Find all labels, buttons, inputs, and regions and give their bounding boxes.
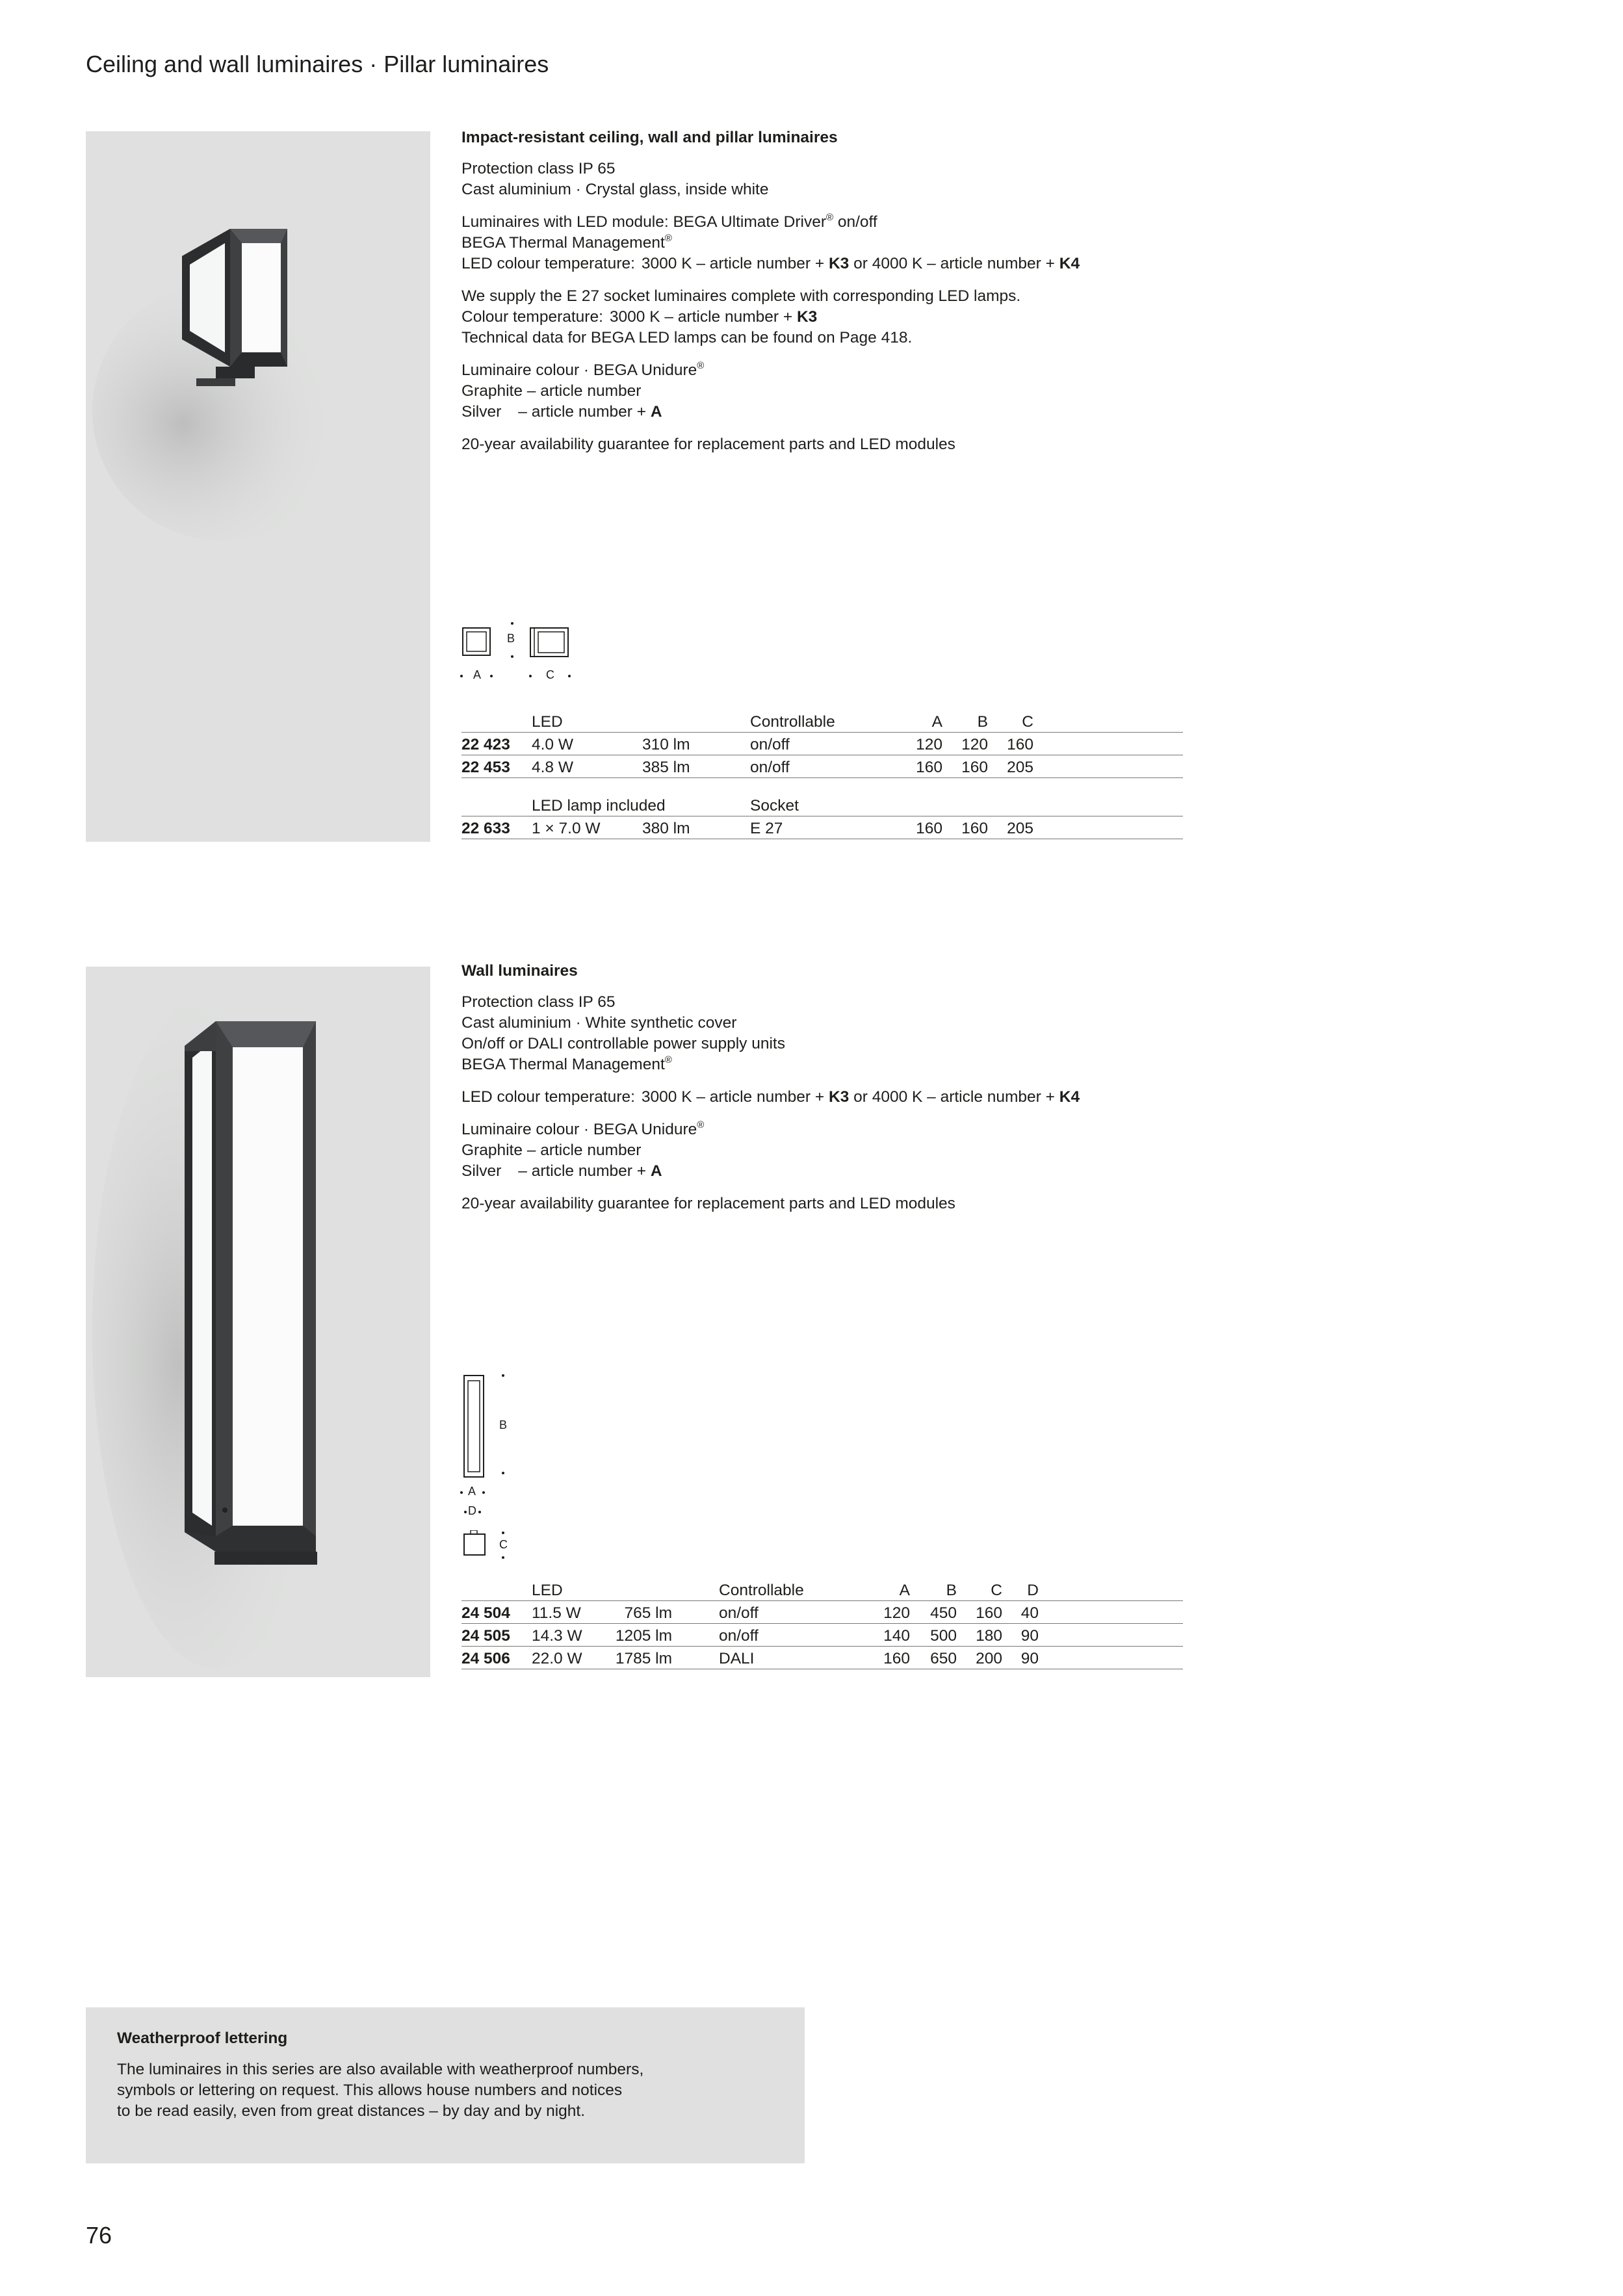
side-view-icon: [529, 627, 571, 659]
section2-spec-table: [461, 1578, 1183, 1669]
section1-k3: K3: [828, 255, 850, 272]
article-number: 22 453: [461, 755, 532, 778]
dim-d: 90: [1002, 1647, 1039, 1669]
col-controllable: Controllable: [719, 1578, 861, 1601]
product-photo-wall-luminaire: [86, 967, 430, 1677]
section2-colour-temp-3000: 3000 K – article number +: [641, 1088, 825, 1106]
section1-spec-block: [461, 159, 1183, 200]
dim-label-d: D: [468, 1504, 476, 1517]
lumen: 1205 lm: [602, 1624, 719, 1647]
section2-colour-temp-label: LED colour temperature:: [461, 1088, 635, 1106]
table-row: [461, 755, 1183, 778]
control: DALI: [719, 1647, 861, 1669]
col-led: LED: [532, 1578, 602, 1601]
article-number: 24 504: [461, 1601, 532, 1624]
control: on/off: [719, 1601, 861, 1624]
lumen: 385 lm: [642, 755, 750, 778]
section1-driver-line: Luminaires with LED module: BEGA Ultimate Driver: [461, 213, 826, 231]
dim-c: 160: [957, 1601, 1002, 1624]
dim-label-a: A: [468, 1485, 476, 1498]
dim-c: 180: [957, 1624, 1002, 1647]
note-title: Weatherproof lettering: [117, 2029, 288, 2047]
section2-material: Cast aluminium · White synthetic cover: [461, 1014, 737, 1032]
wattage: 11.5 W: [532, 1601, 602, 1624]
section1-driver-mode: on/off: [837, 213, 877, 231]
section2-colour-block: [461, 1119, 1183, 1182]
table-row: [461, 733, 1183, 755]
section1-guarantee: 20-year availability guarantee for replacement parts and LED modules: [461, 436, 955, 453]
dim-label-c: C: [546, 668, 554, 681]
section1-colour-block: [461, 360, 1183, 423]
dim-a: 140: [861, 1624, 910, 1647]
lumen: 310 lm: [642, 733, 750, 755]
dim-b: 120: [942, 733, 988, 755]
col-led-lamp: LED lamp included: [532, 794, 750, 816]
table-header-row: [461, 1578, 1183, 1601]
dim-label-b: B: [507, 632, 515, 645]
section2-luminaire-colour: Luminaire colour · BEGA Unidure: [461, 1121, 697, 1138]
section2-colour-temp: [461, 1087, 1183, 1108]
section1-text: [461, 127, 1183, 467]
dim-label-c: C: [499, 1538, 508, 1551]
dim-a: 120: [893, 733, 942, 755]
registered-mark: ®: [697, 360, 705, 371]
wattage: 4.0 W: [532, 733, 642, 755]
section2-thermal: BEGA Thermal Management: [461, 1056, 665, 1073]
section2-guarantee: 20-year availability guarantee for replacement parts and LED modules: [461, 1195, 955, 1212]
article-number: 24 506: [461, 1647, 532, 1669]
col-led: LED: [532, 710, 642, 733]
dim-b: 500: [910, 1624, 957, 1647]
table-row: [461, 816, 1183, 839]
dim-d: 90: [1002, 1624, 1039, 1647]
section1-led-block: [461, 212, 1183, 274]
dim-b: 160: [942, 816, 988, 839]
control: on/off: [750, 755, 893, 778]
dim-a: 120: [861, 1601, 910, 1624]
dim-b: 650: [910, 1647, 957, 1669]
note-body: [117, 2059, 767, 2122]
section2-k4: K4: [1059, 1088, 1080, 1106]
section1-e27-block: [461, 286, 1183, 348]
page-title: Ceiling and wall luminaires · Pillar luminaires: [86, 51, 549, 77]
col-socket: Socket: [750, 794, 893, 816]
section1-silver-a: A: [650, 403, 662, 421]
section2-silver: Silver: [461, 1162, 502, 1180]
wattage: 1 × 7.0 W: [532, 816, 642, 839]
col-c: C: [957, 1578, 1002, 1601]
section1-spec-table: [461, 710, 1183, 839]
dim-label-a: A: [473, 668, 482, 681]
note-line: to be read easily, even from great distances – by day and by night.: [117, 2102, 585, 2120]
dim-a: 160: [861, 1647, 910, 1669]
registered-mark: ®: [664, 233, 672, 244]
section1-thermal: BEGA Thermal Management: [461, 234, 665, 252]
note-line: The luminaires in this series are also available with weatherproof numbers,: [117, 2061, 644, 2078]
section2-colour-temp-4000: or 4000 K – article number +: [853, 1088, 1055, 1106]
socket: E 27: [750, 816, 893, 839]
section2-graphite: Graphite – article number: [461, 1141, 642, 1159]
dim-d: 40: [1002, 1601, 1039, 1624]
registered-mark: ®: [664, 1054, 672, 1065]
section2-silver-article: – article number +: [518, 1162, 647, 1180]
dim-c: 160: [988, 733, 1033, 755]
col-controllable: Controllable: [750, 710, 893, 733]
lumen: 1785 lm: [602, 1647, 719, 1669]
section2-dimension-diagram: [459, 1372, 537, 1560]
col-d: D: [1002, 1578, 1039, 1601]
product-photo-cube-luminaire: [86, 131, 430, 842]
section2-k3: K3: [828, 1088, 850, 1106]
page-number: 76: [86, 2222, 112, 2249]
lumen: 380 lm: [642, 816, 750, 839]
section1-colour-temp-4000: or 4000 K – article number +: [853, 255, 1055, 272]
front-view-icon: [463, 1374, 485, 1478]
dim-a: 160: [893, 816, 942, 839]
table-row: [461, 1647, 1183, 1669]
dim-a: 160: [893, 755, 942, 778]
wattage: 22.0 W: [532, 1647, 602, 1669]
section2-silver-a: A: [650, 1162, 662, 1180]
col-b: B: [942, 710, 988, 733]
front-view-icon: [461, 627, 494, 659]
dim-c: 205: [988, 816, 1033, 839]
section1-silver: Silver: [461, 403, 502, 421]
article-number: 24 505: [461, 1624, 532, 1647]
section1-heading: Impact-resistant ceiling, wall and pillar luminaires: [461, 129, 838, 146]
section1-material: Cast aluminium · Crystal glass, inside white: [461, 181, 769, 198]
control: on/off: [750, 733, 893, 755]
section1-colour-temp-3000: 3000 K – article number +: [641, 255, 825, 272]
dim-b: 450: [910, 1601, 957, 1624]
table-header-row: [461, 794, 1183, 816]
section1-e27-tech-data: Technical data for BEGA LED lamps can be found on Page 418.: [461, 329, 913, 346]
section1-e27-colour-label: Colour temperature:: [461, 308, 603, 326]
article-number: 22 423: [461, 733, 532, 755]
section2-text: [461, 961, 1183, 1226]
table-header-row: [461, 710, 1183, 733]
col-b: B: [910, 1578, 957, 1601]
col-a: A: [893, 710, 942, 733]
wattage: 4.8 W: [532, 755, 642, 778]
dim-b: 160: [942, 755, 988, 778]
col-c: C: [988, 710, 1033, 733]
table-row: [461, 1601, 1183, 1624]
section2-power-supply: On/off or DALI controllable power supply units: [461, 1035, 785, 1052]
registered-mark: ®: [825, 212, 834, 223]
dim-c: 205: [988, 755, 1033, 778]
registered-mark: ®: [697, 1119, 705, 1130]
section1-e27-colour-temp: 3000 K – article number +: [609, 308, 793, 326]
dim-c: 200: [957, 1647, 1002, 1669]
side-view-icon: [463, 1530, 487, 1558]
table-row: [461, 1624, 1183, 1647]
section1-luminaire-colour: Luminaire colour · BEGA Unidure: [461, 361, 697, 379]
section1-protection: Protection class IP 65: [461, 160, 616, 177]
section2-protection: Protection class IP 65: [461, 993, 616, 1011]
section1-e27-k3: K3: [796, 308, 818, 326]
section1-silver-article: – article number +: [518, 403, 647, 421]
section1-colour-temp-label: LED colour temperature:: [461, 255, 635, 272]
col-a: A: [861, 1578, 910, 1601]
section2-spec-block: [461, 992, 1183, 1075]
section1-e27-supply: We supply the E 27 socket luminaires complete with corresponding LED lamps.: [461, 287, 1021, 305]
wattage: 14.3 W: [532, 1624, 602, 1647]
section2-heading: Wall luminaires: [461, 962, 578, 980]
section1-graphite: Graphite – article number: [461, 382, 642, 400]
weatherproof-note: [86, 2007, 805, 2163]
control: on/off: [719, 1624, 861, 1647]
note-line: symbols or lettering on request. This allows house numbers and notices: [117, 2081, 623, 2099]
section1-dimension-diagram: [459, 618, 589, 689]
dim-label-b: B: [499, 1418, 508, 1431]
section1-k4: K4: [1059, 255, 1080, 272]
article-number: 22 633: [461, 816, 532, 839]
lumen: 765 lm: [602, 1601, 719, 1624]
